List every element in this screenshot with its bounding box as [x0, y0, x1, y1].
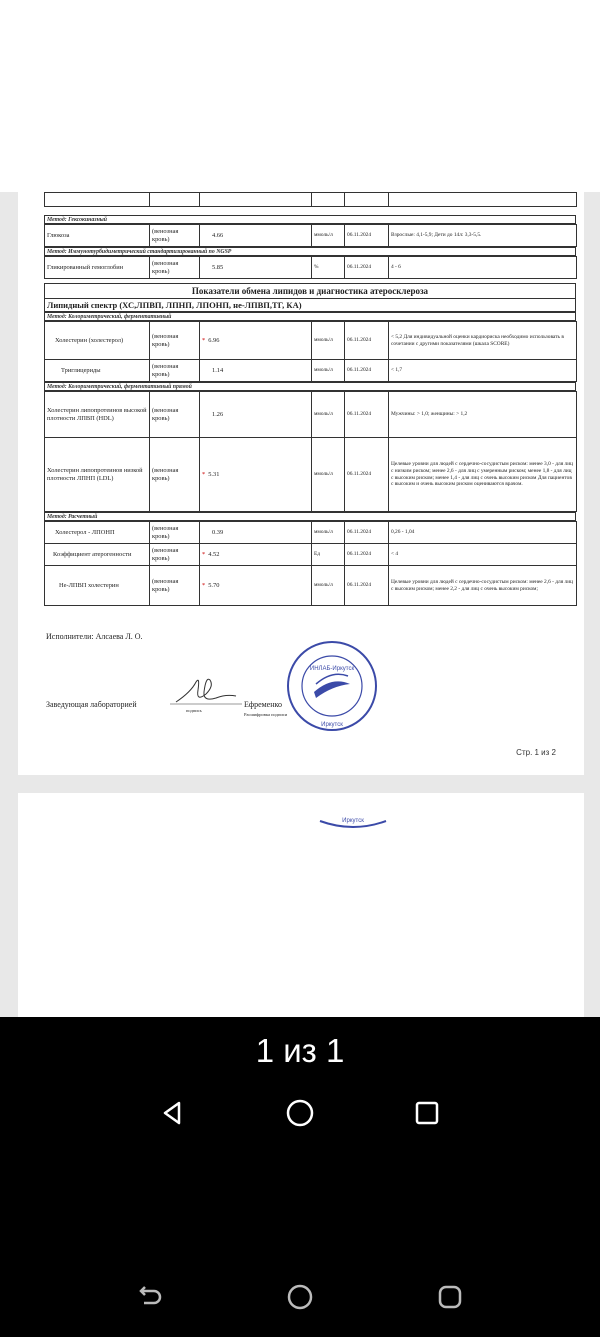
laboratory-stamp [286, 640, 378, 732]
lipid-table-2 [44, 391, 577, 512]
material: (венозная кровь) [150, 257, 200, 279]
unit: ммоль/л [312, 360, 345, 382]
unit: ммоль/л [312, 522, 345, 544]
reference: < 5,2 Для индивидуальной оценки кардиориска необходимо использовать в сочетании с другими показателями (шкала SCORE) [389, 322, 577, 360]
reference: Мужчины: > 1,0; женщины: > 1,2 [389, 392, 577, 438]
document-page-1 [18, 192, 584, 775]
value: 5.31 [208, 470, 220, 478]
date: 06.11.2024 [345, 392, 389, 438]
recents-button[interactable] [407, 1093, 447, 1133]
unit: % [312, 257, 345, 279]
value: 5.70 [208, 581, 220, 589]
stamp-fragment [318, 813, 388, 829]
vldl-row [45, 522, 577, 544]
reference: 4 - 6 [389, 257, 577, 279]
page-counter: 1 из 1 [255, 1032, 345, 1069]
stamp-city: Иркутск [321, 722, 343, 728]
stamp-fragment-text: Иркутск [342, 818, 364, 824]
decoding-caption: Расшифровка подписи [244, 712, 288, 717]
reference: < 4 [389, 544, 577, 566]
back-button[interactable] [152, 1093, 192, 1133]
signature-image [166, 672, 246, 712]
page-number: Стр. 1 из 2 [516, 748, 556, 757]
executor: Исполнители: Алсаева Л. О. [46, 632, 143, 641]
nonhdl-row [45, 566, 577, 606]
document-page-2 [18, 793, 584, 1017]
home-button[interactable] [280, 1093, 320, 1133]
abnormal-marker: * [202, 581, 206, 589]
test-name: Триглицериды [45, 360, 150, 382]
reference: 0,26 - 1,04 [389, 522, 577, 544]
unit: ммоль/л [312, 225, 345, 247]
recents-square-icon [413, 1099, 441, 1127]
cholesterol-row [45, 322, 577, 360]
hba1c-row [44, 256, 577, 279]
reference: Взрослые: 4,1-5,9; Дети до 14л: 3,3-5,5. [389, 225, 577, 247]
date: 06.11.2024 [345, 257, 389, 279]
method-calc: Метод: Расчетный [44, 512, 576, 521]
date: 06.11.2024 [345, 360, 389, 382]
atherogenic-row [45, 544, 577, 566]
ldl-row [45, 438, 577, 512]
unit: ммоль/л [312, 322, 345, 360]
glucose-row [44, 224, 577, 247]
date: 06.11.2024 [345, 438, 389, 512]
method-glucose: Метод: Гексокиназный [44, 215, 576, 224]
system-home-button[interactable] [280, 1277, 320, 1317]
reference: Целевые уровни для людей с сердечно-сосудистым риском: менее 3,0 - для лиц с низким риском; менее 2,6 - для лиц с умеренным риском; менее 1,8 - для лиц с высоким риском; менее 1,4 - для лиц с очень высоким риском Для пациентов с высоким и очень высоким риском оцениваются врачом. [389, 438, 577, 512]
material: (венозная кровь) [150, 522, 200, 544]
stamp-name: ИНЛАБ-Иркутск [309, 666, 355, 672]
material: (венозная кровь) [150, 360, 200, 382]
abnormal-marker: * [202, 470, 206, 478]
home-circle-icon [285, 1098, 315, 1128]
test-name: Холестерин липопротеинов низкой плотности ЛПНП (LDL) [45, 438, 150, 512]
test-name: Холестерин липопротеинов высокой плотности ЛПВП (HDL) [45, 392, 150, 438]
test-name: Коэффициент атерогенности [45, 544, 150, 566]
unit: ммоль/л [312, 566, 345, 606]
method-hba1c: Метод: Иммунотурбидиметрический стандартизированный по NGSP [44, 247, 576, 256]
back-arrow-icon [136, 1283, 164, 1311]
recents-icon [436, 1283, 464, 1311]
system-recents-button[interactable] [430, 1277, 470, 1317]
value: 1.14 [200, 360, 312, 382]
material: (венозная кровь) [150, 392, 200, 438]
signature-caption: подпись [186, 708, 202, 713]
test-name: Холестерин (холестерол) [45, 322, 150, 360]
test-name: Гликированный гемоглобин [45, 257, 150, 279]
value: 4.66 [200, 225, 312, 247]
reference: Целевые уровни для людей с сердечно-сосудистым риском: менее 2,6 - для лиц с высоким риском; менее 2,2 - для лиц с очень высоким риском; [389, 566, 577, 606]
material: (венозная кровь) [150, 322, 200, 360]
test-name: Глюкоза [45, 225, 150, 247]
test-name: Не-ЛПВП холестерин [45, 566, 150, 606]
lipid-table-1 [44, 321, 577, 382]
section-title: Показатели обмена липидов и диагностика атеросклероза [44, 283, 576, 298]
back-triangle-icon [159, 1100, 185, 1126]
method-enzymatic: Метод: Колориметрический, ферментативный [44, 312, 576, 321]
abnormal-marker: * [202, 336, 206, 344]
date: 06.11.2024 [345, 522, 389, 544]
material: (венозная кровь) [150, 225, 200, 247]
lipid-table-3 [44, 521, 577, 606]
head-name: Ефременко [244, 700, 282, 709]
value: 0.39 [200, 522, 312, 544]
value: 5.85 [200, 257, 312, 279]
head-label: Заведующая лабораторией [46, 700, 137, 709]
reference: < 1,7 [389, 360, 577, 382]
material: (венозная кровь) [150, 566, 200, 606]
cut-top-row [44, 192, 577, 207]
date: 06.11.2024 [345, 544, 389, 566]
method-direct: Метод: Колориметрический, ферментативный прямой [44, 382, 576, 391]
home-icon [286, 1283, 314, 1311]
material: (венозная кровь) [150, 544, 200, 566]
date: 06.11.2024 [345, 225, 389, 247]
test-name: Холестерол - ЛПОНП [45, 522, 150, 544]
unit: Ед [312, 544, 345, 566]
system-back-button[interactable] [130, 1277, 170, 1317]
date: 06.11.2024 [345, 322, 389, 360]
value: 6.96 [208, 336, 220, 344]
material: (венозная кровь) [150, 438, 200, 512]
hdl-row [45, 392, 577, 438]
lab-report [44, 192, 576, 606]
value: 1.26 [200, 392, 312, 438]
lipid-title: Липидный спектр (ХС,ЛПВП, ЛПНП, ЛПОНП, не-ЛПВП,ТГ, КА) [44, 298, 576, 312]
abnormal-marker: * [202, 550, 206, 558]
date: 06.11.2024 [345, 566, 389, 606]
unit: ммоль/л [312, 438, 345, 512]
viewer-top-area [0, 0, 600, 192]
unit: ммоль/л [312, 392, 345, 438]
triglycerides-row [45, 360, 577, 382]
value: 4.52 [208, 550, 220, 558]
